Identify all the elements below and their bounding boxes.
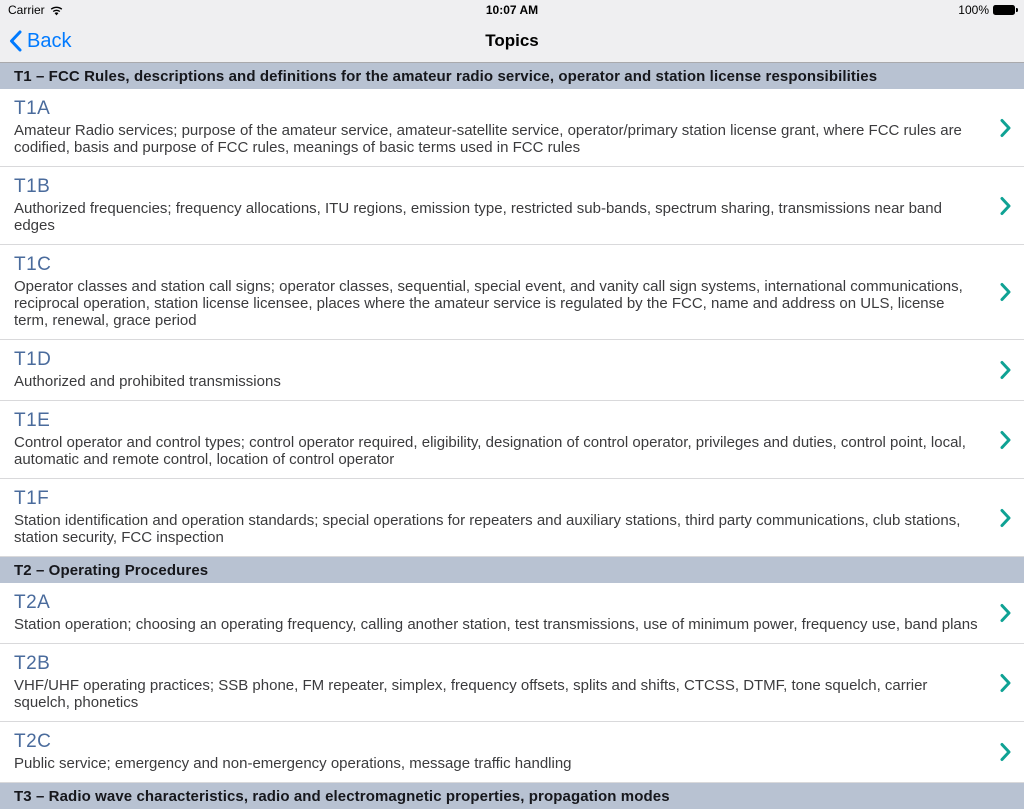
topic-description: Public service; emergency and non-emergency operations, message traffic handling bbox=[14, 755, 572, 772]
section-header-label: T1 – FCC Rules, descriptions and definitions for the amateur radio service, operator and station license responsibilities bbox=[14, 67, 878, 85]
topic-description: Control operator and control types; control operator required, eligibility, designation of control operator, privileges and duties, control point, local, automatic and remote control, location of control operator bbox=[14, 434, 966, 468]
chevron-right-icon bbox=[1000, 196, 1011, 215]
topic-code: T1C bbox=[14, 254, 52, 275]
topic-description: Amateur Radio services; purpose of the amateur service, amateur-satellite service, operator/primary station license grant, where FCC rules are codified, basis and purpose of FCC rules, meanings of basic terms used in FCC rules bbox=[14, 122, 962, 156]
topic-code: T1B bbox=[14, 176, 51, 197]
topic-code: T2A bbox=[14, 592, 51, 613]
topic-description: Authorized and prohibited transmissions bbox=[14, 373, 281, 390]
topic-row[interactable] bbox=[0, 167, 1024, 245]
chevron-right-icon bbox=[1000, 508, 1011, 527]
topic-row[interactable] bbox=[0, 583, 1024, 644]
chevron-right-icon bbox=[1000, 283, 1011, 302]
topic-description: Operator classes and station call signs; operator classes, sequential, special event, and vanity call sign systems, international communications, reciprocal operation, station license licensee, places where the amateur service is regulated by the FCC, name and address on ULS, license term, renewal, grace period bbox=[14, 278, 963, 329]
topic-code: T1F bbox=[14, 488, 50, 509]
battery-percent-label: 100% bbox=[958, 3, 989, 17]
back-button[interactable] bbox=[0, 30, 71, 53]
status-time: 10:07 AM bbox=[485, 3, 539, 17]
topic-description: Authorized frequencies; frequency allocations, ITU regions, emission type, restricted sub-bands, spectrum sharing, transmissions near band edges bbox=[14, 200, 942, 234]
chevron-right-icon bbox=[1000, 361, 1011, 380]
section-header-label: T2 – Operating Procedures bbox=[14, 561, 209, 579]
back-chevron-icon bbox=[9, 30, 22, 52]
chevron-right-icon bbox=[1000, 743, 1011, 762]
topic-code: T2C bbox=[14, 731, 52, 752]
topic-row[interactable] bbox=[0, 340, 1024, 401]
nav-bar bbox=[0, 20, 1024, 63]
section-header bbox=[0, 63, 1024, 89]
topic-description: Station identification and operation standards; special operations for repeaters and auxiliary stations, third party communications, club stations, station security, FCC inspection bbox=[14, 512, 961, 546]
topic-code: T1E bbox=[14, 410, 51, 431]
chevron-right-icon bbox=[1000, 604, 1011, 623]
chevron-right-icon bbox=[1000, 118, 1011, 137]
chevron-right-icon bbox=[1000, 430, 1011, 449]
topic-row[interactable] bbox=[0, 245, 1024, 340]
topic-code: T1A bbox=[14, 98, 51, 119]
topic-description: Station operation; choosing an operating frequency, calling another station, test transmissions, use of minimum power, frequency use, band plans bbox=[14, 616, 978, 633]
battery-icon bbox=[993, 5, 1018, 15]
section-header bbox=[0, 557, 1024, 583]
topic-row[interactable] bbox=[0, 89, 1024, 167]
chevron-right-icon bbox=[1000, 673, 1011, 692]
section-header-label: T3 – Radio wave characteristics, radio and electromagnetic properties, propagation modes bbox=[14, 787, 670, 805]
carrier-label: Carrier bbox=[8, 3, 45, 17]
topic-row[interactable] bbox=[0, 722, 1024, 783]
section-header bbox=[0, 783, 1024, 809]
topic-code: T2B bbox=[14, 653, 51, 674]
topic-row[interactable] bbox=[0, 401, 1024, 479]
page-title: Topics bbox=[485, 31, 539, 50]
topic-row[interactable] bbox=[0, 644, 1024, 722]
topic-row[interactable] bbox=[0, 479, 1024, 557]
back-button-label: Back bbox=[27, 29, 72, 52]
status-bar bbox=[0, 0, 1024, 20]
topic-description: VHF/UHF operating practices; SSB phone, FM repeater, simplex, frequency offsets, splits and shifts, CTCSS, DTMF, tone squelch, carrier squelch, phonetics bbox=[14, 677, 928, 711]
topic-code: T1D bbox=[14, 349, 52, 370]
topic-list[interactable] bbox=[0, 63, 1024, 809]
